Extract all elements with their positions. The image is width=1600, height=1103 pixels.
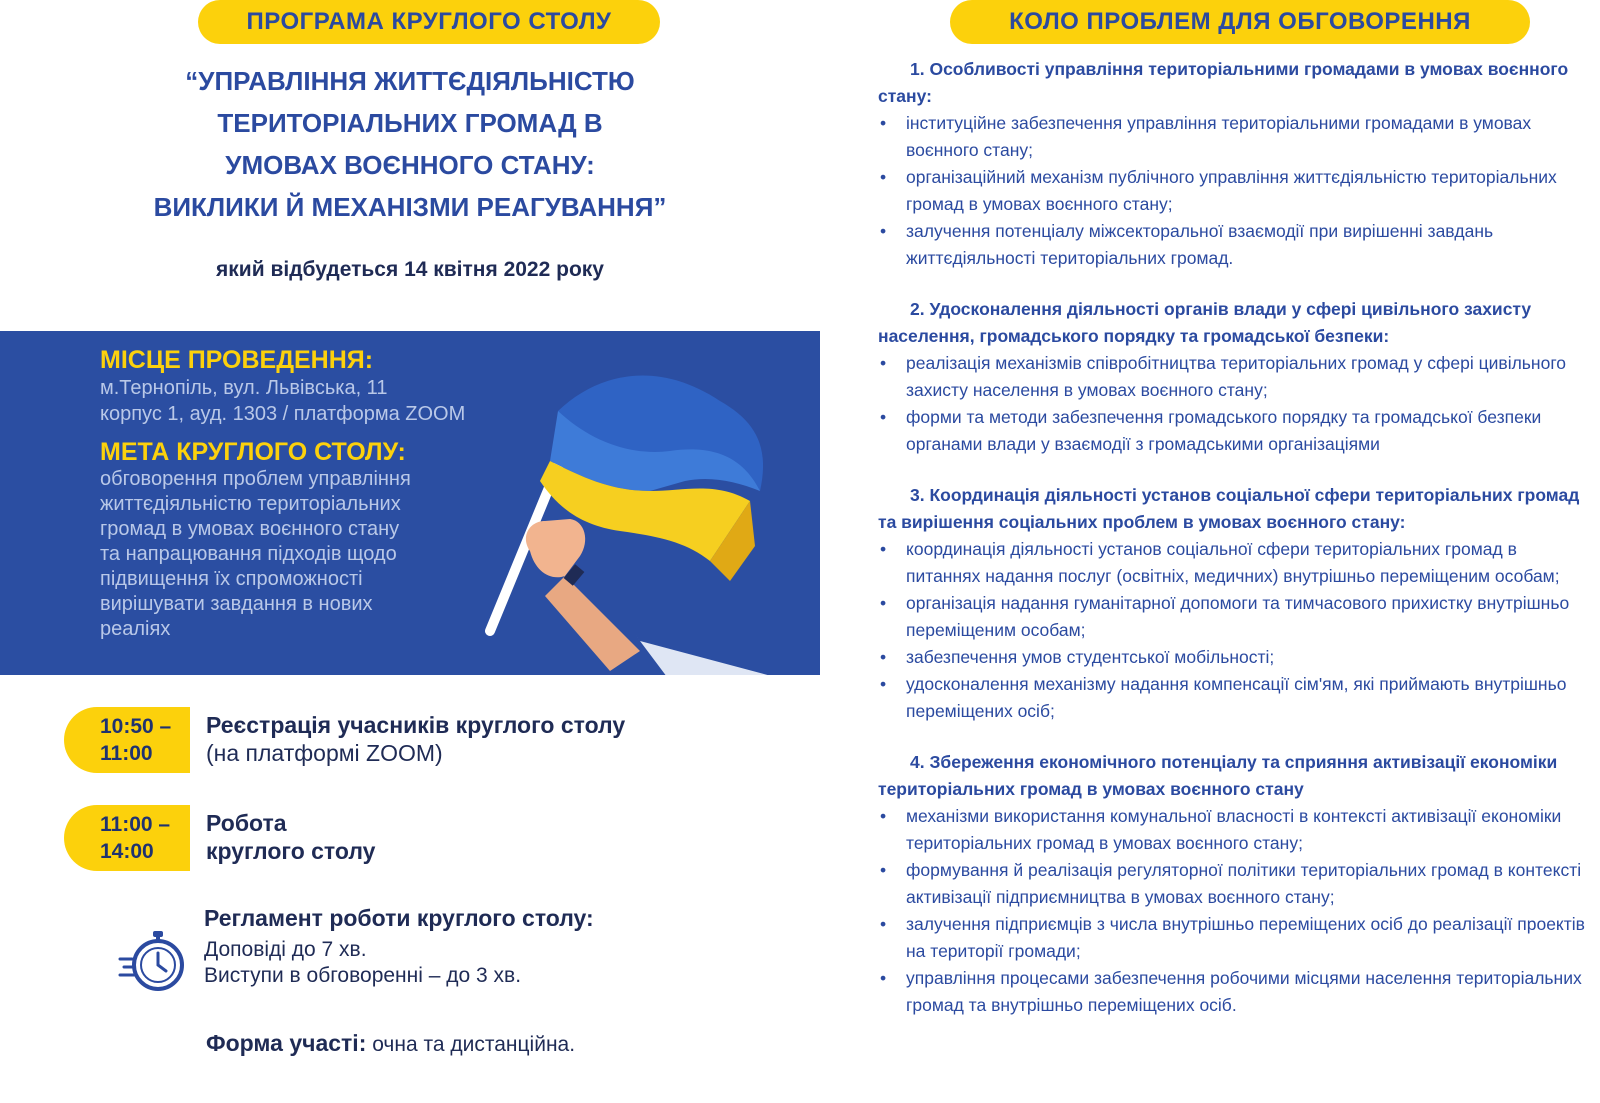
event-title-line: ВИКЛИКИ Й МЕХАНІЗМИ РЕАГУВАННЯ” [153,192,667,222]
schedule-line: (на платформі ZOOM) [206,740,443,766]
issue-bullet: • організація надання гуманітарної допомоги та тимчасового прихистку внутрішньо переміщеним особам; [878,590,1596,644]
venue-goal-banner [0,331,820,675]
event-date: який відбудеться 14 квітня 2022 року [216,258,604,281]
time-badge [64,805,190,871]
issue-bullet: • забезпечення умов студентської мобільності; [878,644,1596,671]
schedule-description [206,711,625,767]
issue-bullet: • управління процесами забезпечення робочими місцями населення територіальних громад та внутрішньо переміщених осіб. [878,965,1596,1019]
program-header-pill: ПРОГРАМА КРУГЛОГО СТОЛУ [198,0,660,44]
goal-line: обговорення проблем управління [100,468,411,490]
issues-header-pill: КОЛО ПРОБЛЕМ ДЛЯ ОБГОВОРЕННЯ [950,0,1530,44]
goal-line: підвищення їх спроможності [100,568,363,590]
issue-bullet-list [878,536,1596,725]
regulation-line: Доповіді до 7 хв. [204,938,367,961]
issue-section [878,56,1596,272]
event-title-line: УМОВАХ ВОЄННОГО СТАНУ: [225,150,595,180]
issue-bullet: • координація діяльності установ соціальної сфери територіальних громад в питаннях надання послуг (освітніх, медичних) внутрішньо переміщеним особам; [878,536,1596,590]
participation-form [206,1030,575,1057]
issue-bullet: • формування й реалізація регуляторної політики територіальних громад в контексті активізації підприємництва в умовах воєнного стану; [878,857,1596,911]
issue-bullet: • організаційний механізм публічного управління життєдіяльністю територіальних громад в умовах воєнного стану; [878,164,1596,218]
issue-section-heading: 1. Особливості управління територіальними громадами в умовах воєнного стану: [878,59,1569,106]
issue-bullet-list [878,350,1596,458]
issue-bullet: • інституційне забезпечення управління територіальними громадами в умовах воєнного стану; [878,110,1596,164]
issue-bullet: • залучення потенціалу міжсекторальної взаємодії при вирішенні завдань життєдіяльності територіальних громад. [878,218,1596,272]
goal-heading: МЕТА КРУГЛОГО СТОЛУ: [100,438,406,466]
issue-bullet: • залучення підприємців з числа внутрішньо переміщених осіб до реалізації проектів на території громади; [878,911,1596,965]
regulation-line: Виступи в обговоренні – до 3 хв. [204,964,522,987]
venue-line: корпус 1, ауд. 1303 / платформа ZOOM [100,403,466,425]
venue-line: м.Тернопіль, вул. Львівська, 11 [100,377,388,399]
issue-bullet: • форми та методи забезпечення громадського порядку та громадської безпеки органами влади у взаємодії з громадськими організаціями [878,404,1596,458]
issue-section-heading: 3. Координація діяльності установ соціальної сфери територіальних громад та вирішення соціальних проблем в умовах воєнного стану: [878,485,1580,532]
flag-in-hand-illustration [470,351,800,675]
time-start: 10:50 – [100,715,172,738]
participation-form-label: Форма участі: [206,1030,367,1056]
issue-bullet: • реалізація механізмів співробітництва територіальних громад у сфері цивільного захисту населення в умовах воєнного стану; [878,350,1596,404]
goal-line: громад в умовах воєнного стану [100,518,400,540]
issue-bullet: • механізми використання комунальної власності в контексті активізації економіки територіальних громад в умовах воєнного стану; [878,803,1596,857]
issue-section [878,749,1596,1019]
issue-section-heading: 4. Збереження економічного потенціалу та сприяння активізації економіки територіальних громад в умовах воєнного стану [878,752,1558,799]
venue-heading: МІСЦЕ ПРОВЕДЕННЯ: [100,346,374,374]
time-end: 11:00 [100,742,153,765]
schedule-line: круглого столу [206,838,376,864]
issue-section [878,482,1596,725]
stopwatch-icon [118,925,190,997]
schedule-line: Робота [206,810,287,836]
event-title [40,60,780,228]
goal-line: вирішувати завдання в нових [100,593,373,615]
issue-bullet-list [878,110,1596,272]
event-title-line: ТЕРИТОРІАЛЬНИХ ГРОМАД В [217,108,603,138]
event-title-line: “УПРАВЛІННЯ ЖИТТЄДІЯЛЬНІСТЮ [185,66,635,96]
goal-line: реаліях [100,618,171,640]
goal-line: та напрацювання підходів щодо [100,543,397,565]
issue-section [878,296,1596,458]
issue-bullet: • удосконалення механізму надання компенсації сім'ям, які приймають внутрішньо переміщених осіб; [878,671,1596,725]
goal-line: життєдіяльністю територіальних [100,493,401,515]
schedule-line: Реєстрація учасників круглого столу [206,712,626,738]
issues-list [878,56,1596,1043]
schedule-description [206,809,375,865]
issue-bullet-list [878,803,1596,1019]
regulation-title: Регламент роботи круглого столу: [204,905,594,931]
time-end: 14:00 [100,840,154,863]
issue-section-heading: 2. Удосконалення діяльності органів влади у сфері цивільного захисту населення, громадського порядку та громадської безпеки: [878,299,1532,346]
time-badge [64,707,190,773]
time-start: 11:00 – [100,813,171,836]
participation-form-value: очна та дистанційна. [366,1033,576,1056]
